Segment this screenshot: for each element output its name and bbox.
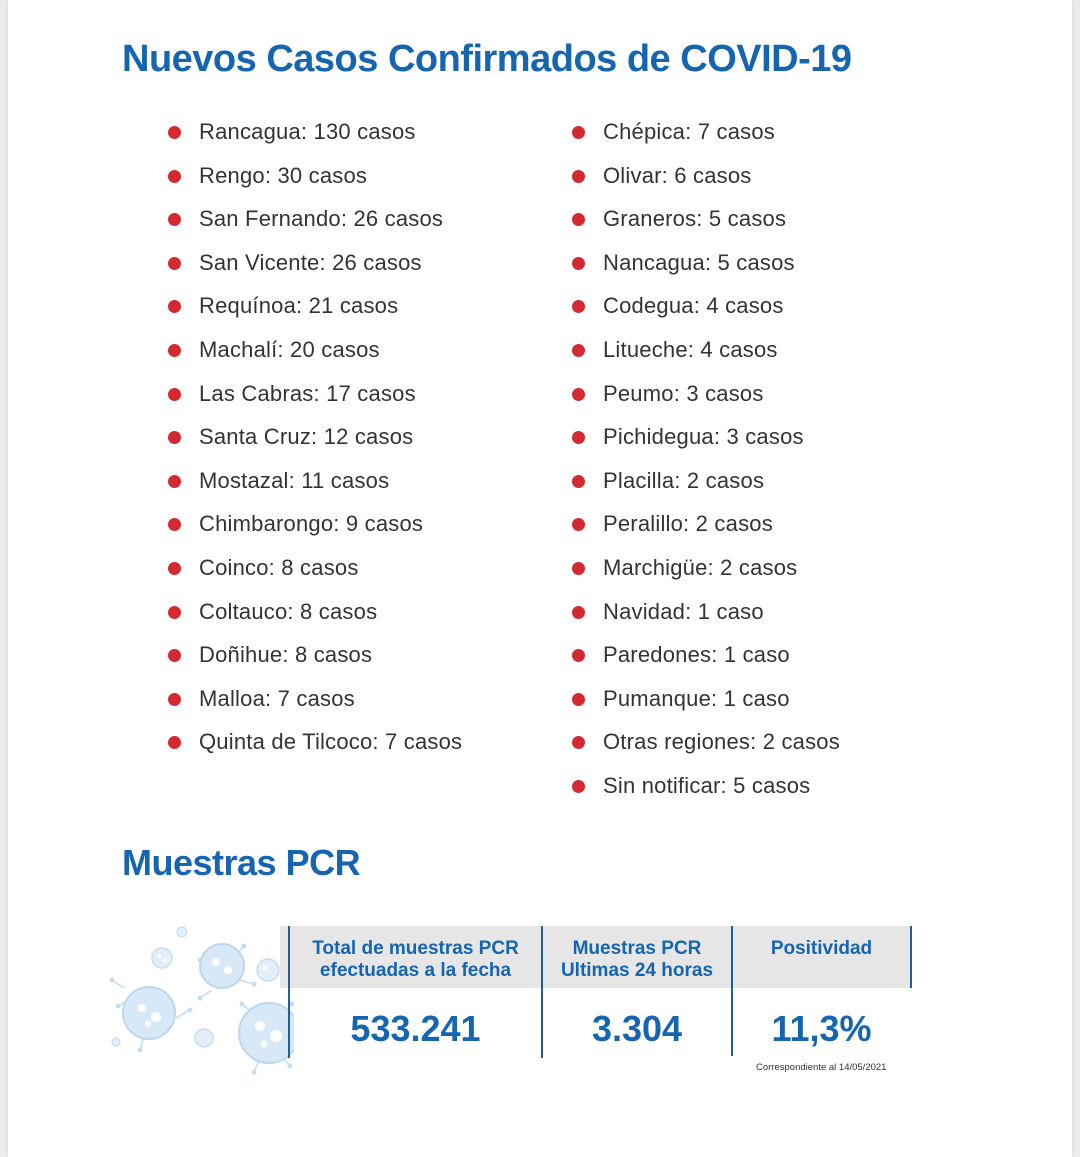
- case-item: [168, 154, 462, 198]
- case-item-text: Doñihue: 8 casos: [199, 642, 373, 668]
- page-title: Nuevos Casos Confirmados de COVID-19: [122, 38, 852, 80]
- case-item-text: Quinta de Tilcoco: 7 casos: [199, 729, 463, 755]
- case-item-text: Coinco: 8 casos: [199, 554, 359, 580]
- virus-illustration-icon: [104, 918, 294, 1078]
- case-item: [168, 590, 462, 634]
- bullet-dot-icon: [572, 562, 585, 575]
- bullet-dot-icon: [572, 693, 585, 706]
- total-header-line: Total de muestras PCR: [312, 938, 519, 959]
- bullet-dot-icon: [168, 693, 181, 706]
- case-item-text: Mostazal: 11 casos: [199, 467, 390, 493]
- case-item: [572, 197, 840, 241]
- case-item: [572, 241, 840, 285]
- bullet-dot-icon: [572, 736, 585, 749]
- bullet-dot-icon: [572, 170, 585, 183]
- case-item-text: Rengo: 30 casos: [199, 162, 368, 188]
- case-item: [168, 197, 462, 241]
- case-item: [168, 328, 462, 372]
- bullet-dot-icon: [168, 431, 181, 444]
- cases-list-left: [168, 110, 462, 764]
- bullet-dot-icon: [572, 475, 585, 488]
- bullet-dot-icon: [168, 344, 181, 357]
- bullet-dot-icon: [168, 300, 181, 313]
- case-item: [168, 546, 462, 590]
- cases-list-right: [572, 110, 840, 808]
- case-item: [168, 459, 462, 503]
- case-item: [572, 546, 840, 590]
- case-item: [168, 415, 462, 459]
- bullet-dot-icon: [168, 606, 181, 619]
- case-item: [572, 677, 840, 721]
- bullet-dot-icon: [168, 388, 181, 401]
- case-item-text: Codegua: 4 casos: [603, 293, 784, 319]
- total-header-line: efectuadas a la fecha: [319, 960, 512, 981]
- bullet-dot-icon: [572, 606, 585, 619]
- case-item: [572, 502, 840, 546]
- bullet-dot-icon: [168, 126, 181, 139]
- case-item: [168, 110, 462, 154]
- case-item-text: Coltauco: 8 casos: [199, 598, 378, 624]
- case-item: [168, 502, 462, 546]
- bullet-dot-icon: [572, 300, 585, 313]
- bullet-dot-icon: [168, 170, 181, 183]
- case-item-text: Otras regiones: 2 casos: [603, 729, 840, 755]
- case-item-text: Paredones: 1 caso: [603, 642, 790, 668]
- case-item-text: Sin notificar: 5 casos: [603, 772, 811, 798]
- pcr-section-title: Muestras PCR: [122, 842, 361, 883]
- case-item-text: Malloa: 7 casos: [199, 685, 355, 711]
- case-item: [168, 372, 462, 416]
- bullet-dot-icon: [168, 562, 181, 575]
- case-item-text: Chimbarongo: 9 casos: [199, 511, 424, 537]
- case-item: [572, 633, 840, 677]
- bullet-dot-icon: [572, 344, 585, 357]
- bullet-dot-icon: [168, 475, 181, 488]
- last24-header-line: Muestras PCR: [572, 938, 702, 959]
- case-item-text: San Fernando: 26 casos: [199, 206, 444, 232]
- case-item-text: Litueche: 4 casos: [603, 336, 778, 362]
- bullet-dot-icon: [572, 431, 585, 444]
- bullet-dot-icon: [572, 518, 585, 531]
- case-item-text: Machalí: 20 casos: [199, 336, 380, 362]
- case-item: [572, 720, 840, 764]
- case-item-text: Peralillo: 2 casos: [603, 511, 773, 537]
- last24-value: 3.304: [591, 1008, 683, 1049]
- case-item: [168, 284, 462, 328]
- case-item-text: Marchigüe: 2 casos: [603, 554, 798, 580]
- case-item: [572, 372, 840, 416]
- total-value: 533.241: [350, 1008, 481, 1049]
- case-item-text: Pichidegua: 3 casos: [603, 424, 804, 450]
- bullet-dot-icon: [168, 213, 181, 226]
- case-item: [572, 328, 840, 372]
- case-item-text: Graneros: 5 casos: [603, 206, 787, 232]
- case-item-text: Pumanque: 1 caso: [603, 685, 790, 711]
- bullet-dot-icon: [168, 518, 181, 531]
- bullet-dot-icon: [168, 257, 181, 270]
- case-item: [572, 415, 840, 459]
- bullet-dot-icon: [572, 388, 585, 401]
- case-item: [168, 241, 462, 285]
- bullet-dot-icon: [572, 213, 585, 226]
- case-item-text: Rancagua: 130 casos: [199, 119, 416, 144]
- case-item-text: Chépica: 7 casos: [603, 119, 775, 144]
- bullet-dot-icon: [572, 780, 585, 793]
- case-item: [572, 459, 840, 503]
- case-item-text: Peumo: 3 casos: [603, 380, 764, 406]
- bullet-dot-icon: [572, 257, 585, 270]
- case-item: [572, 764, 840, 808]
- case-item: [168, 720, 462, 764]
- pcr-divider: [910, 926, 912, 988]
- case-item: [572, 154, 840, 198]
- bullet-dot-icon: [572, 126, 585, 139]
- case-item-text: San Vicente: 26 casos: [199, 249, 422, 275]
- case-item: [572, 590, 840, 634]
- positivity-value: 11,3%: [771, 1008, 872, 1049]
- case-item-text: Navidad: 1 caso: [603, 598, 764, 624]
- case-item-text: Requínoa: 21 casos: [199, 293, 399, 319]
- case-item: [572, 284, 840, 328]
- total-header: [290, 938, 541, 982]
- bullet-dot-icon: [168, 649, 181, 662]
- case-item-text: Olivar: 6 casos: [603, 162, 752, 188]
- case-item-text: Nancagua: 5 casos: [603, 249, 795, 275]
- case-item: [168, 633, 462, 677]
- case-item-text: Las Cabras: 17 casos: [199, 380, 416, 406]
- date-note: Correspondiente al 14/05/2021: [756, 1062, 887, 1073]
- bullet-dot-icon: [168, 736, 181, 749]
- bullet-dot-icon: [572, 649, 585, 662]
- last24-header-line: Ultimas 24 horas: [560, 960, 714, 981]
- case-item: [572, 110, 840, 154]
- case-item: [168, 677, 462, 721]
- case-item-text: Santa Cruz: 12 casos: [199, 424, 414, 450]
- last24-header: [543, 938, 731, 982]
- case-item-text: Placilla: 2 casos: [603, 467, 765, 493]
- positivity-header: Positividad: [770, 938, 873, 959]
